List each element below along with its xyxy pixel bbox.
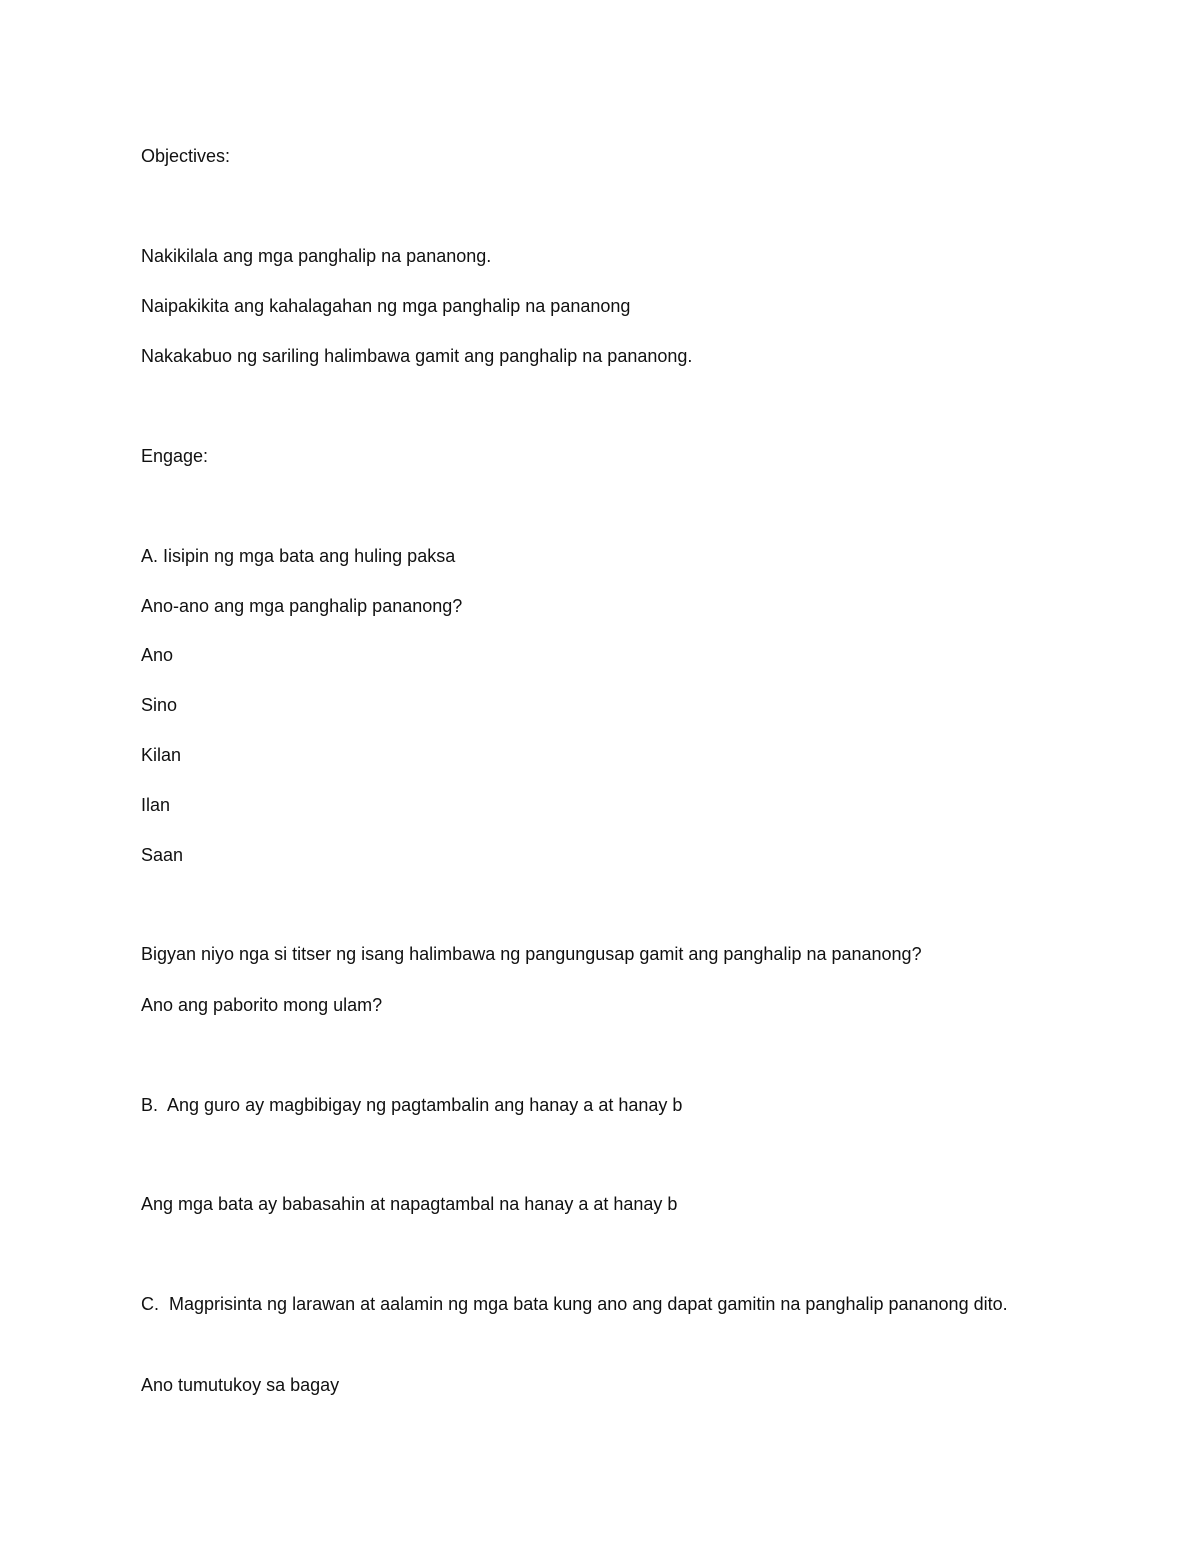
section-c-first-item: Ano tumutukoy sa bagay xyxy=(141,1375,340,1395)
objectives-heading: Objectives: xyxy=(141,146,231,166)
section-a-prompt: Bigyan niyo nga si titser ng isang halimbawa ng pangungusap gamit ang panghalip na pananong? xyxy=(141,944,922,964)
objective-item: Nakakabuo ng sariling halimbawa gamit ang panghalip na pananong. xyxy=(141,346,693,366)
pronoun-word: Ilan xyxy=(141,795,171,815)
section-b-title: B. Ang guro ay magbibigay ng pagtambalin ang hanay a at hanay b xyxy=(141,1095,683,1115)
section-a-example: Ano ang paborito mong ulam? xyxy=(141,995,383,1015)
objective-item: Naipakikita ang kahalagahan ng mga panghalip na pananong xyxy=(141,296,631,316)
section-a-title: A. Iisipin ng mga bata ang huling paksa xyxy=(141,546,456,566)
section-a-question: Ano-ano ang mga panghalip pananong? xyxy=(141,596,463,616)
pronoun-word: Ano xyxy=(141,645,174,665)
section-c-title: C. Magprisinta ng larawan at aalamin ng mga bata kung ano ang dapat gamitin na panghalip pananong dito. xyxy=(141,1294,1008,1314)
objective-item: Nakikilala ang mga panghalip na pananong. xyxy=(141,246,492,266)
section-b-instruction: Ang mga bata ay babasahin at napagtambal na hanay a at hanay b xyxy=(141,1194,678,1214)
pronoun-word: Kilan xyxy=(141,745,182,765)
engage-heading: Engage: xyxy=(141,446,209,466)
pronoun-word: Sino xyxy=(141,695,178,715)
pronoun-word: Saan xyxy=(141,845,184,865)
